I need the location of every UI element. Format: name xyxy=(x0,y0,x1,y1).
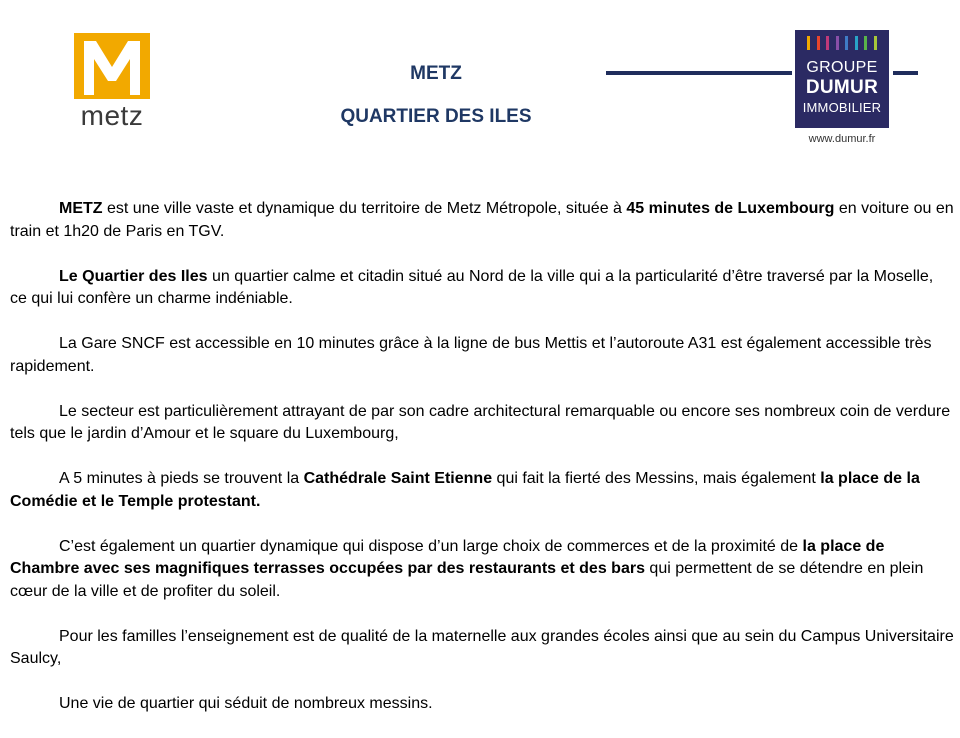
body-paragraph xyxy=(10,536,954,604)
body-paragraph xyxy=(10,266,954,311)
text-run: est une ville vaste et dynamique du territoire de Metz Métropole, située à xyxy=(102,200,627,217)
page-subtitle: QUARTIER DES ILES xyxy=(340,106,532,127)
body-text xyxy=(10,198,954,738)
body-paragraph xyxy=(10,693,954,716)
metz-m-mark-icon xyxy=(74,33,150,99)
text-run: Le secteur est particulièrement attrayant de par son cadre architectural remarquable ou encore ses nombreux coin de verdure tels que le jardin d’Amour et le square du Luxembourg, xyxy=(10,402,951,442)
bold-text: Cathédrale Saint Etienne xyxy=(303,470,493,487)
dumur-logo-line2: DUMUR xyxy=(805,77,879,98)
body-paragraph xyxy=(10,626,954,671)
body-paragraph xyxy=(10,468,954,513)
dumur-logo xyxy=(795,30,889,128)
metz-logo xyxy=(72,33,152,133)
header-rule-right xyxy=(893,71,918,75)
dumur-logo-line3: IMMOBILIER xyxy=(802,100,882,115)
text-run: un quartier calme et citadin situé au Nord de la ville qui a la particularité d’être traversé par la Moselle, ce qui lui confère un charme indéniable. xyxy=(10,267,934,307)
text-run: en voiture ou en train et 1h20 de Paris en TGV. xyxy=(10,200,954,240)
text-run: qui fait la fierté des Messins, mais également xyxy=(492,470,821,487)
bold-text: 45 minutes de Luxembourg xyxy=(626,200,835,217)
metz-logo-word: metz xyxy=(80,100,144,131)
header-rule-left xyxy=(606,71,792,75)
text-run: Une vie de quartier qui séduit de nombreux messins. xyxy=(59,695,433,712)
dumur-color-bar xyxy=(845,36,848,50)
bold-text: Le Quartier des Iles xyxy=(59,267,208,285)
dumur-logo-line1: GROUPE xyxy=(806,59,878,76)
bold-text: la place de Chambre avec ses magnifiques terrasses occupées par des restaurants et des bars xyxy=(10,537,885,577)
bold-text: la place de la Comédie et le Temple protestant. xyxy=(10,470,920,510)
text-run: Pour les familles l’enseignement est de qualité de la maternelle aux grandes écoles ainsi que au sein du Campus Universitaire Saulcy, xyxy=(10,627,954,667)
dumur-website: www.dumur.fr xyxy=(808,133,876,145)
dumur-color-bar xyxy=(826,36,829,50)
body-paragraph xyxy=(10,333,954,378)
dumur-color-bar xyxy=(807,36,810,50)
text-run: A 5 minutes à pieds se trouvent la xyxy=(59,470,304,487)
dumur-color-bar xyxy=(864,36,867,50)
text-run: La Gare SNCF est accessible en 10 minutes grâce à la ligne de bus Mettis et l’autoroute A31 est également accessible très rapidement. xyxy=(10,335,932,375)
body-paragraph xyxy=(10,198,954,243)
dumur-color-bar xyxy=(874,36,877,50)
bold-text: METZ xyxy=(59,200,103,217)
dumur-color-bars-icon xyxy=(807,36,877,50)
dumur-color-bar xyxy=(836,36,839,50)
page-title: METZ xyxy=(410,63,462,84)
dumur-color-bar xyxy=(855,36,858,50)
text-run: C’est également un quartier dynamique qui dispose d’un large choix de commerces et de la proximité de xyxy=(59,537,803,555)
dumur-color-bar xyxy=(817,36,820,50)
text-run: qui permettent de se détendre en plein cœur de la ville et de profiter du soleil. xyxy=(10,560,924,600)
body-paragraph xyxy=(10,401,954,446)
